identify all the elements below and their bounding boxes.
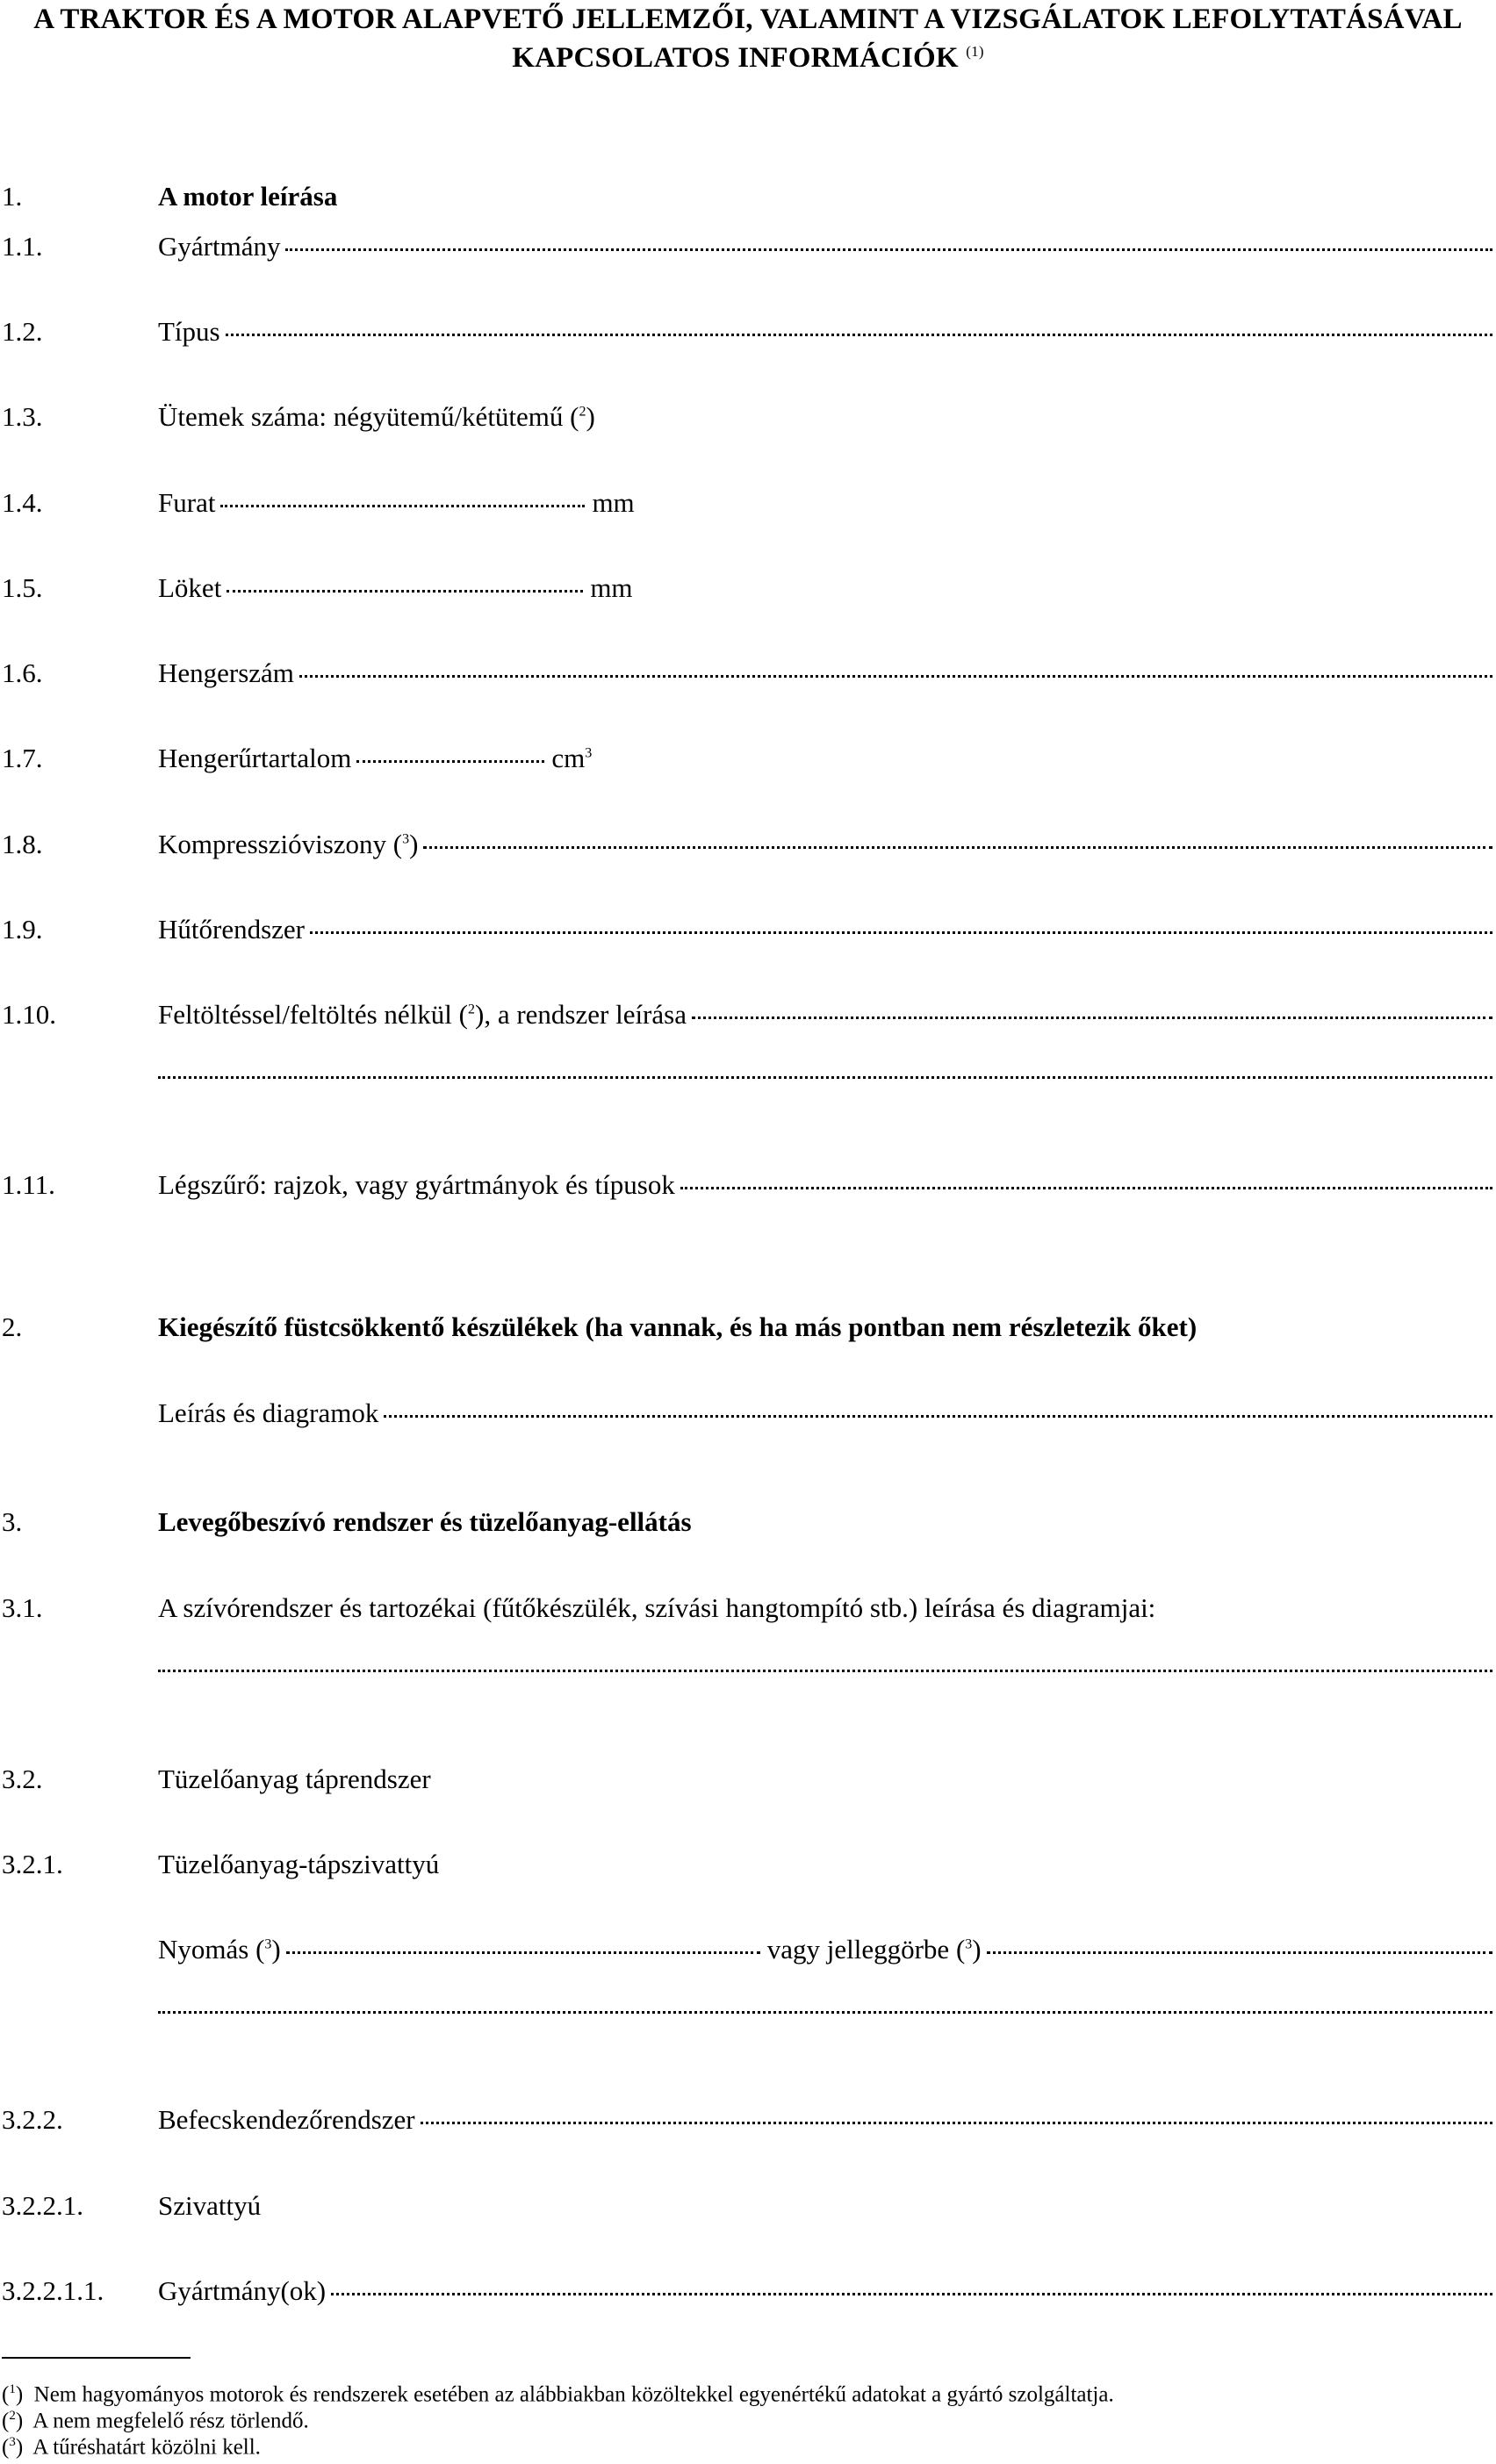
section-row [0,1308,1496,1347]
field-label: Szivattyú [158,2190,262,2221]
unit-label: mm [590,572,633,603]
field-label: Tüzelőanyag táprendszer [158,1764,431,1794]
field-label: Légszűrő: rajzok, vagy gyártmányok és típusok [158,1169,675,1200]
dotted-fill-line[interactable] [680,1187,1492,1189]
dotted-fill-line[interactable] [299,675,1492,678]
field-row [0,1394,1496,1433]
item-number: 1.6. [2,657,43,688]
item-number: 1.3. [2,401,43,432]
unit-superscript: 3 [585,745,593,761]
dotted-fill-line[interactable] [331,2293,1492,2295]
footnote-mark: 1 [9,2382,16,2396]
unit-label [551,739,592,778]
footnote-mark: 3 [9,2435,16,2449]
footnote-divider [2,2357,191,2359]
field-row [0,398,1496,436]
field-label: Löket [158,572,222,603]
item-number: 3.1. [2,1592,43,1623]
dotted-fill-line[interactable] [286,1951,760,1954]
field-label-text: Feltöltéssel/feltöltés nélkül [158,999,452,1030]
field-row [0,825,1496,864]
item-number: 3.2.1. [2,1849,63,1879]
item-number: 1.1. [2,231,43,262]
item-number: 3. [2,1506,23,1537]
page-title-line-2 [0,35,1496,75]
field-label: Tüzelőanyag-tápszivattyú [158,1849,440,1879]
item-number: 1.10. [2,999,56,1030]
unit-text: cm [551,743,586,773]
item-number: 1.11. [2,1169,55,1200]
item-number: 2. [2,1311,23,1342]
field-label-text: Ütemek száma: négyütemű/kétütemű [158,401,564,432]
field-label-text: Kompresszióviszony [158,829,387,859]
field-row [0,1845,1496,1884]
footnote: ($^2$) A nem megfelelő rész törlendő. [2,2409,309,2433]
unit-label: mm [592,487,635,518]
item-number: 3.2.2. [2,2104,63,2135]
field-label: Feltöltéssel/feltöltés nélkül ($^2$), a rendszer leírása [158,999,687,1030]
section-heading: Kiegészítő füstcsökkentő készülékek (ha vannak, és ha más pontban nem részletezik őket) [158,1311,1198,1342]
dotted-fill-line[interactable] [227,590,583,593]
dotted-fill-line[interactable] [285,248,1492,251]
footnote-ref-number: 2 [468,1002,475,1017]
field-label-text: Nyomás [158,1934,249,1965]
dotted-fill-line[interactable] [421,2122,1492,2124]
footnote-text: A tűréshatárt közölni kell. [32,2435,261,2460]
field-row [0,1589,1496,1627]
dotted-fill-line[interactable] [158,1076,1492,1079]
dotted-fill-line[interactable] [158,1670,1492,1672]
dotted-fill-line[interactable] [226,334,1492,336]
field-label: Kompresszióviszony ($^3$) [158,829,419,859]
field-row [0,312,1496,351]
field-label: Befecskendezőrendszer [158,2104,415,2135]
field-row [0,739,1496,778]
dotted-fill-line[interactable] [356,760,544,763]
page-title-line-2-text: KAPCSOLATOS INFORMÁCIÓK [512,42,959,74]
footnote-ref-number: 2 [579,404,586,420]
footnote-ref-number: 3 [965,1936,973,1952]
field-label: Furat [158,487,216,518]
field-label: Hengerszám [158,657,294,688]
field-label: Gyártmány(ok) [158,2275,327,2306]
dotted-fill-line[interactable] [384,1415,1492,1418]
item-number: 3.2.2.1. [2,2190,83,2221]
continuation-row [0,1081,1496,1119]
field-row [0,1166,1496,1204]
field-row [0,1930,1496,1969]
field-label: Hengerűrtartalom [158,743,352,773]
dotted-fill-line[interactable] [310,931,1492,934]
item-number: 1.2. [2,316,43,347]
continuation-row [0,2015,1496,2054]
section-row [0,1503,1496,1541]
item-number: 1.4. [2,487,43,518]
section-row [0,177,1496,216]
field-label-continuation: , a rendszer leírása [484,999,687,1030]
field-row [0,995,1496,1034]
field-row [0,1760,1496,1799]
footnote-ref-number: 1 [971,43,979,60]
item-number: 1.7. [2,743,43,773]
footnote: ($^3$) A tűréshatárt közölni kell. [2,2435,261,2460]
field-row [0,654,1496,693]
field-label: Hűtőrendszer [158,914,305,945]
field-row [0,910,1496,949]
field-row [0,2101,1496,2139]
field-row [0,569,1496,607]
item-number: 3.2. [2,1764,43,1794]
continuation-row [0,1674,1496,1713]
item-number: 1. [2,181,23,212]
item-number: 1.8. [2,829,43,859]
footnote-ref-number: 3 [402,831,410,847]
item-number: 1.5. [2,572,43,603]
footnote-text: Nem hagyományos motorok és rendszerek esetében az alábbiakban közöltekkel egyenértékű adatokat a gyártó szolgáltatja. [33,2382,1114,2407]
footnote-mark: 2 [9,2409,16,2423]
field-label: Nyomás ($^3$) [158,1934,281,1965]
footnote-ref-number: 3 [264,1936,272,1952]
dotted-fill-line[interactable] [423,846,1492,849]
dotted-fill-line[interactable] [158,2011,1492,2014]
field-label: vagy jelleggörbe ($^3$) [766,1934,982,1965]
item-number: 3.2.2.1.1. [2,2275,104,2306]
dotted-fill-line[interactable] [220,505,585,507]
section-heading: Levegőbeszívó rendszer és tüzelőanyag-ellátás [158,1506,692,1537]
field-row [0,227,1496,266]
item-number: 1.9. [2,914,43,945]
field-row [0,2187,1496,2225]
field-label-text: vagy jelleggörbe [766,1934,950,1965]
footnote-ref: (1) [966,43,984,60]
section-heading: A motor leírása [158,181,338,212]
footnote-text: A nem megfelelő rész törlendő. [32,2409,309,2433]
field-label: A szívórendszer és tartozékai (fűtőkészülék, szívási hangtompító stb.) leírása és diagramjai: [158,1592,1156,1623]
field-label: Leírás és diagramok [158,1397,379,1428]
field-label: Típus [158,316,220,347]
page-title-line-1: A TRAKTOR ÉS A MOTOR ALAPVETŐ JELLEMZŐI, VALAMINT A VIZSGÁLATOK LEFOLYTATÁSÁVAL [33,4,1463,35]
dotted-fill-line[interactable] [987,1951,1492,1954]
field-label: Gyártmány [158,231,281,262]
footnote: ($^1$) Nem hagyományos motorok és rendszerek esetében az alábbiakban közöltekkel egyenértékű adatokat a gyártó szolgáltatja. [2,2382,1114,2407]
field-label: Ütemek száma: négyütemű/kétütemű ($^2$) [158,401,595,432]
dotted-fill-line[interactable] [692,1016,1492,1019]
field-row [0,2272,1496,2310]
field-row [0,484,1496,522]
